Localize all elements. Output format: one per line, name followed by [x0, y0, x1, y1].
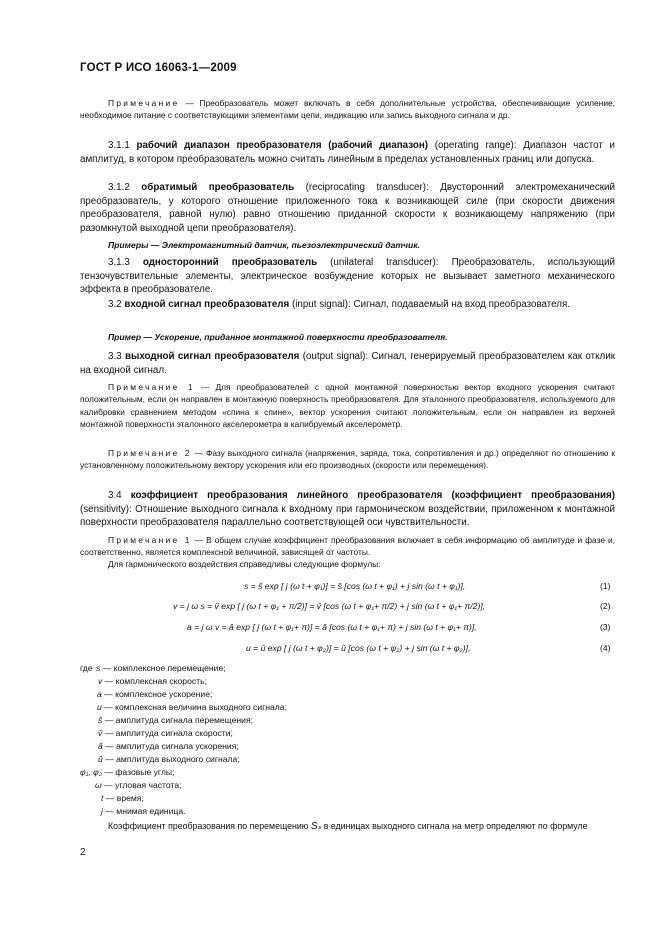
term-3-1-2: [80, 181, 615, 235]
equation-number: (1): [600, 581, 611, 591]
term-number: 3.1.1: [108, 140, 130, 151]
term-english: (unilateral transducer):: [317, 257, 439, 268]
def-symbol: s: [96, 663, 101, 673]
def-item: [101, 793, 144, 803]
final-symbol: Sₛ: [310, 821, 322, 832]
def-item: [97, 702, 287, 712]
equation-2: v = j ω s = v̂ exp [ j (ω t + φ₁ + π/2)] = v̂ [cos (ω t + φ₁+ π/2) + j sin (ω t + φ₁+ π/2)],: [173, 601, 486, 611]
equation-number: (4): [600, 643, 611, 653]
def-text: — мнимая единица.: [102, 806, 186, 816]
def-text: — угловая частота;: [101, 780, 182, 790]
term-definition: Сигнал, подаваемый на вход преобразователя.: [350, 299, 571, 310]
page-header: ГОСТ Р ИСО 16063-1—2009: [80, 62, 237, 74]
term-definition: Диапазон частот и амплитуд, в котором преобразователь можно считать линейным в пределах установленных границ или допуска.: [80, 140, 615, 165]
note-text: — Для преобразователей с одной монтажной поверхностью вектор входного ускорения считают положительным, если он направлен в монтажную поверхность преобразователя. Для эталонного преобразователя, используемого для калибровки сравнением методом «спина к спине», вектор ускорения считают положительным, если он направлен из верхней монтажной поверхности эталонного акселерометра в калибруемый акселерометр.: [80, 382, 615, 429]
term-title: односторонний преобразователь: [142, 257, 318, 268]
final-text: Коэффициент преобразования по перемещению: [108, 821, 311, 831]
def-text: — комплексное ускорение;: [101, 689, 213, 699]
def-symbol: ω: [95, 780, 102, 790]
example-acceleration: Пример — Ускорение, приданное монтажной поверхности преобразователя.: [108, 332, 448, 342]
def-text: — комплексная скорость;: [102, 676, 207, 686]
term-title: обратимый преобразователь: [141, 182, 295, 193]
def-symbol: â: [98, 741, 103, 751]
def-text: — время;: [103, 793, 144, 803]
term-number: 3.3: [108, 351, 122, 362]
note-label: Примечание 1: [108, 382, 195, 392]
term-english: (reciprocating transducer):: [294, 182, 429, 193]
def-text: — амплитуда сигнала перемещения;: [102, 715, 254, 725]
note-3-3-1: [80, 381, 615, 430]
note-3-4-1: [80, 534, 615, 559]
term-english: (input signal):: [289, 299, 351, 310]
def-symbol: t: [101, 793, 104, 803]
term-definition: Преобразователь, использующий тензочувствительные элементы, электрическое возбуждение которых не вызывает заметного механического эффекта в преобразователе.: [80, 257, 616, 296]
def-symbol: u: [97, 702, 102, 712]
definitions-lead: где: [80, 663, 93, 673]
def-item: [98, 741, 239, 751]
def-symbol: v̂: [98, 728, 103, 738]
def-item: [80, 767, 174, 777]
def-text: — амплитуда выходного сигнала;: [102, 754, 240, 764]
harmonic-intro: Для гармонического воздействия справедливы следующие формулы:: [108, 559, 381, 569]
example-sensors: Примеры — Электромагнитный датчик, пьезоэлектрический датчик.: [108, 240, 420, 250]
def-text: — амплитуда сигнала ускорения;: [102, 741, 239, 751]
note-text: — Фазу выходного сигнала (напряжения, заряда, тока, сопротивления и др.) определяют по отношению к установленному положительному вектору ускорения или его производных (скорости или перемещения).: [80, 448, 615, 471]
term-english: (sensitivity):: [80, 503, 132, 515]
equation-number: (2): [600, 601, 611, 611]
term-number: 3.1.3: [108, 257, 130, 268]
def-symbol: a: [97, 689, 102, 699]
def-item: [101, 806, 186, 816]
def-symbol: û: [98, 754, 103, 764]
note-text: — В общем случае коэффициент преобразования включает в себя информацию об амплитуде и фазе и, соответственно, является комплексной величиной, зависящей от частоты.: [80, 535, 615, 558]
def-text: — фазовые углы;: [101, 767, 175, 777]
term-title: входной сигнал преобразователя: [124, 299, 290, 310]
term-definition: Отношение выходного сигнала к входному при гармоническом воздействии, приложенном к монтажной поверхности преобразователя параллельно соответствующей оси чувствительности.: [80, 503, 615, 529]
def-item: [96, 663, 226, 673]
def-text: — амплитуда сигнала скорости;: [102, 728, 233, 738]
note-label: Примечание 1: [108, 535, 192, 545]
page-number: 2: [80, 847, 86, 858]
term-3-2: [80, 298, 615, 312]
def-text: — комплексная величина выходного сигнала;: [101, 702, 287, 712]
def-symbol: ŝ: [98, 715, 103, 725]
equation-number: (3): [600, 622, 611, 632]
note-label: Примечание: [108, 98, 180, 108]
equation-4: u = û exp [ j (ω t + φ₂)] = û [cos (ω t + φ₂) + j sin (ω t + φ₂)],: [246, 643, 471, 653]
def-item: [98, 754, 240, 764]
note-intro: [80, 97, 615, 122]
term-3-1-1: [80, 139, 615, 166]
def-item: [95, 780, 182, 790]
def-item: [98, 715, 253, 725]
def-item: [97, 689, 212, 699]
term-definition: Двусторонний электромеханический преобразователь, у которого отношение приложенного тока к возникающей силе (при скорости движения преобразователя, равной нулю) равно отношению приданной скорости к возникающему напряжению (при разомкнутой выходной цепи преобразователя).: [80, 182, 615, 234]
term-title: коэффициент преобразования линейного преобразователя (коэффициент преобразования): [130, 490, 615, 501]
term-definition: Сигнал, генерируемый преобразователем как отклик на входной сигнал.: [80, 351, 615, 376]
def-item: [98, 676, 207, 686]
def-symbol: v: [98, 676, 103, 686]
equation-3: a = j ω v = â exp [ j (ω t + φ₁+ π)] = â [cos (ω t + φ₁+ π) + j sin (ω t + φ₁+ π)],: [187, 622, 477, 632]
term-title: выходной сигнал преобразователя: [124, 351, 300, 362]
def-item: [98, 728, 233, 738]
term-3-4: [80, 489, 615, 530]
def-text: — комплексное перемещение;: [100, 663, 226, 673]
term-title: рабочий диапазон преобразователя (рабочий диапазон): [136, 140, 429, 151]
final-paragraph: [80, 820, 615, 834]
note-label: Примечание 2: [108, 448, 192, 458]
equation-1: s = ŝ exp [ j (ω t + φ₁)] = ŝ [cos (ω t + φ₁) + j sin (ω t + φ₁)],: [244, 581, 466, 591]
term-english: (output signal):: [299, 351, 369, 362]
term-number: 3.2: [108, 299, 122, 310]
final-text: в единицах выходного сигнала на метр определяют по формуле: [321, 821, 588, 831]
term-3-3: [80, 350, 615, 377]
term-number: 3.4: [108, 490, 122, 501]
term-3-1-3: [80, 256, 615, 297]
term-number: 3.1.2: [108, 182, 130, 193]
def-symbol: j: [101, 806, 103, 816]
def-symbol: φ₁, φ₂: [80, 767, 102, 777]
term-english: (operating range):: [428, 140, 517, 151]
note-3-3-2: [80, 447, 615, 472]
note-text: — Преобразователь может включать в себя дополнительные устройства, обеспечивающие усиление, необходимое питание с соответствующими элементами цепи, индикацию или запись выходного сигнала и др.: [80, 98, 615, 121]
